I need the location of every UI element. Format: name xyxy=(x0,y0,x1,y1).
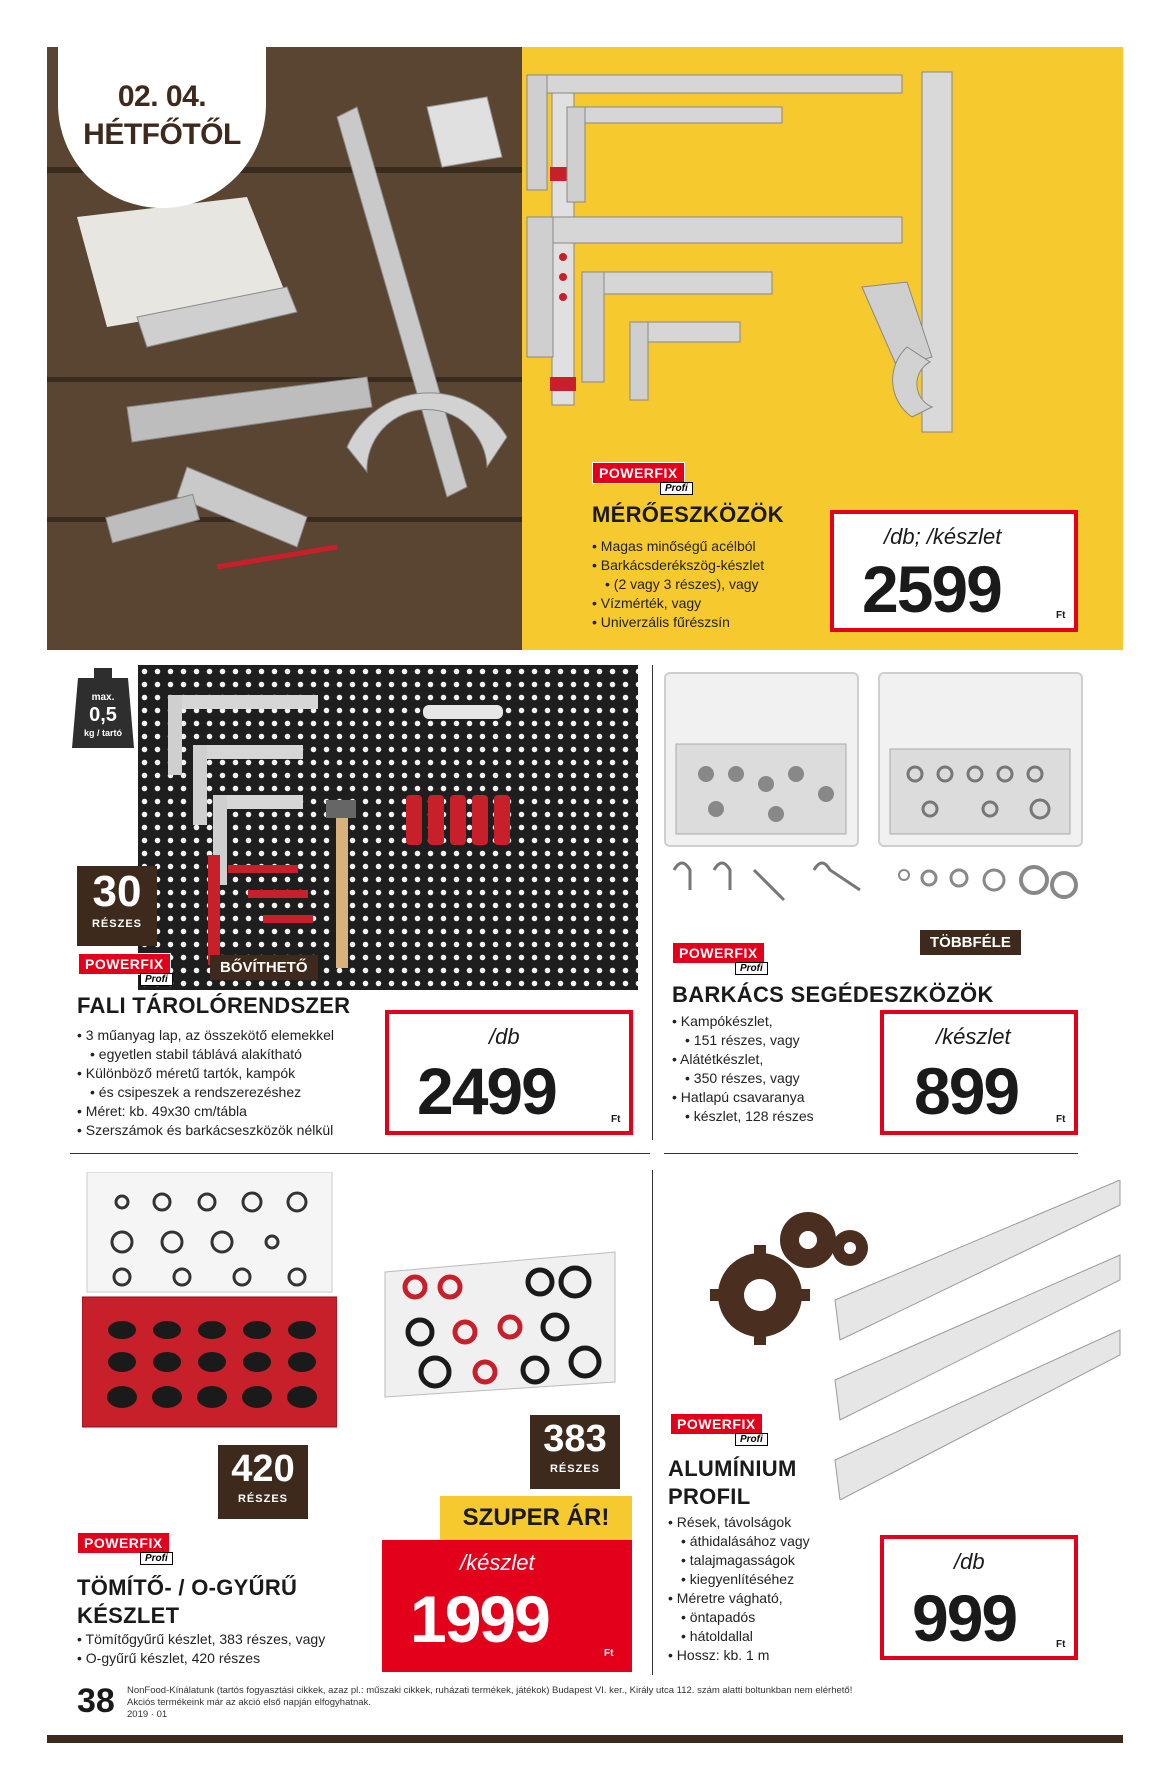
section-divider xyxy=(70,1153,650,1154)
price-value: 2499 xyxy=(417,1054,556,1128)
washers-illustration xyxy=(880,674,1081,845)
seal-ring-case xyxy=(375,1232,625,1402)
hooks-illustration xyxy=(666,674,857,845)
super-price-label: SZUPER ÁR! xyxy=(440,1496,632,1540)
count-label: RÉSZES xyxy=(91,918,142,930)
seal-rings-illustration xyxy=(375,1232,625,1402)
footer-legal-text xyxy=(127,1685,1117,1721)
washer-set-case xyxy=(878,672,1083,847)
brand-logo: POWERFIX xyxy=(670,1413,763,1435)
price-unit: /db; /készlet xyxy=(884,524,1002,549)
count-value: 383 xyxy=(543,1418,607,1460)
price-value: 899 xyxy=(914,1054,1019,1128)
bullet-item: • hátoldallal xyxy=(668,1627,848,1646)
product-bullets-aluminium xyxy=(668,1513,848,1665)
count-label: RÉSZES xyxy=(237,1493,288,1505)
measuring-tools-illustration xyxy=(522,47,1123,467)
price-value: 999 xyxy=(912,1581,1017,1655)
price-unit: /készlet xyxy=(460,1550,535,1575)
price-box-aluminium xyxy=(880,1535,1078,1660)
title-line: PROFIL xyxy=(668,1484,751,1509)
expandable-tag: BŐVÍTHETŐ xyxy=(210,955,318,980)
hook-set-case xyxy=(664,672,859,847)
footer-line: NonFood-Kínálatunk (tartós fogyasztási cikkek, azaz pl.: műszaki cikkek, ruházati termékek, játékok) Budapest VI. ker., Király utca 112. szám alatti boltunkban nem elérhető! xyxy=(127,1685,853,1696)
date-line: 02. 04. xyxy=(117,80,207,113)
pegboard-tools-illustration xyxy=(138,665,638,990)
pegboard-image xyxy=(138,665,638,990)
count-badge-383 xyxy=(530,1415,620,1489)
price-value: 1999 xyxy=(410,1582,549,1656)
price-box-meroeszkozok xyxy=(830,510,1078,632)
bullet-item: • Vízmérték, vagy xyxy=(592,594,812,613)
product-title-meroeszkozok: MÉRŐESZKÖZÖK xyxy=(592,502,784,527)
bullet-item: • áthidalásához vagy xyxy=(668,1532,848,1551)
bullet-item: • Tömítőgyűrű készlet, 383 részes, vagy xyxy=(77,1630,377,1649)
section-divider xyxy=(652,1170,653,1675)
bullet-item: • egyetlen stabil táblává alakítható xyxy=(77,1045,377,1064)
bottom-bar xyxy=(47,1735,1123,1743)
currency-label: Ft xyxy=(1056,1114,1066,1125)
bullet-item: • 350 részes, vagy xyxy=(672,1069,852,1088)
product-bullets-meroeszkozok xyxy=(592,537,812,632)
section-divider xyxy=(664,1153,1078,1154)
bullet-item: • (2 vagy 3 részes), vagy xyxy=(592,575,812,594)
title-line: KÉSZLET xyxy=(77,1603,180,1628)
bullet-item: • Alátétkészlet, xyxy=(672,1050,852,1069)
bullet-item: • Méretre vágható, xyxy=(668,1589,848,1608)
brand-logo: POWERFIX xyxy=(672,942,765,964)
product-title-aluminium xyxy=(668,1455,797,1511)
product-bullets-segedeszkozok xyxy=(672,1012,852,1126)
footer xyxy=(47,1681,1123,1735)
count-label: RÉSZES xyxy=(549,1463,600,1475)
price-unit: /db xyxy=(954,1549,985,1574)
bullet-item: • Univerzális fűrészsín xyxy=(592,613,812,632)
bullet-item: • öntapadós xyxy=(668,1608,848,1627)
count-badge-420 xyxy=(218,1445,308,1519)
product-bullets-tarolo xyxy=(77,1026,377,1140)
price-box-segedeszkozok xyxy=(880,1010,1078,1135)
bullet-item: • O-gyűrű készlet, 420 részes xyxy=(77,1649,377,1668)
date-from-label: HÉTFŐTŐL xyxy=(83,118,241,151)
product-title-gyuru xyxy=(77,1574,297,1630)
o-ring-box xyxy=(82,1172,337,1432)
brand-logo: POWERFIX xyxy=(77,1532,170,1554)
aluminium-profile-illustration xyxy=(820,1180,1125,1500)
bullet-item: • Hossz: kb. 1 m xyxy=(668,1646,848,1665)
footer-line: Akciós termékeink már az akció első napján elfogyhatnak. xyxy=(127,1697,371,1708)
count-value: 420 xyxy=(231,1448,295,1490)
brand-sub-logo: Profi xyxy=(140,1552,173,1565)
bullet-item: • Méret: kb. 49x30 cm/tábla xyxy=(77,1102,377,1121)
bullet-item: • 3 műanyag lap, az összekötő elemekkel xyxy=(77,1026,377,1045)
bullet-item: • Rések, távolságok xyxy=(668,1513,848,1532)
bullet-item: • Szerszámok és barkácseszközök nélkül xyxy=(77,1121,377,1140)
max-weight-badge xyxy=(72,668,134,748)
product-title-tarolo: FALI TÁROLÓRENDSZER xyxy=(77,993,351,1018)
page-number: 38 xyxy=(77,1682,115,1720)
bullet-item: • és csipeszek a rendszerezéshez xyxy=(77,1083,377,1102)
footer-line: 2019 · 01 xyxy=(127,1709,168,1720)
section-divider xyxy=(652,665,653,1140)
bullet-item: • Magas minőségű acélból xyxy=(592,537,812,556)
brand-sub-logo: Profi xyxy=(735,1433,768,1446)
count-badge-tarolo xyxy=(77,866,157,946)
currency-label: Ft xyxy=(604,1648,614,1659)
price-unit: /db xyxy=(489,1024,520,1049)
bullet-item: • Hatlapú csavaranya xyxy=(672,1088,852,1107)
title-line: ALUMÍNIUM xyxy=(668,1456,797,1481)
max-label: max. xyxy=(91,692,115,703)
bullet-item: • Különböző méretű tartók, kampók xyxy=(77,1064,377,1083)
brand-sub-logo: Profi xyxy=(735,962,768,975)
bullet-item: • talajmagasságok xyxy=(668,1551,848,1570)
count-value: 30 xyxy=(92,867,142,916)
bullet-item: • 151 részes, vagy xyxy=(672,1031,852,1050)
max-unit: kg / tartó xyxy=(83,728,122,738)
product-bullets-gyuru xyxy=(77,1630,377,1668)
o-rings-illustration xyxy=(82,1172,337,1432)
product-title-segedeszkozok: BARKÁCS SEGÉDESZKÖZÖK xyxy=(672,982,994,1007)
loose-parts-illustration xyxy=(664,850,1084,910)
variety-tag: TÖBBFÉLE xyxy=(920,930,1021,955)
price-value: 2599 xyxy=(862,552,1001,626)
bullet-item: • kiegyenlítéséhez xyxy=(668,1570,848,1589)
title-line: TÖMÍTŐ- / O-GYŰRŰ xyxy=(77,1575,298,1600)
brand-sub-logo: Profi xyxy=(660,482,693,495)
currency-label: Ft xyxy=(1056,610,1066,621)
price-unit: /készlet xyxy=(936,1024,1011,1049)
brand-sub-logo: Profi xyxy=(140,973,173,986)
max-value: 0,5 xyxy=(89,704,117,726)
currency-label: Ft xyxy=(611,1114,621,1125)
price-box-tarolo xyxy=(385,1010,633,1135)
brand-logo: POWERFIX xyxy=(78,953,171,975)
brand-logo: POWERFIX xyxy=(592,462,685,484)
bullet-item: • Kampókészlet, xyxy=(672,1012,852,1031)
date-label xyxy=(58,78,266,154)
bullet-item: • Barkácsderékszög-készlet xyxy=(592,556,812,575)
currency-label: Ft xyxy=(1056,1639,1066,1650)
price-box-gyuru xyxy=(382,1540,632,1672)
bullet-item: • készlet, 128 részes xyxy=(672,1107,852,1126)
